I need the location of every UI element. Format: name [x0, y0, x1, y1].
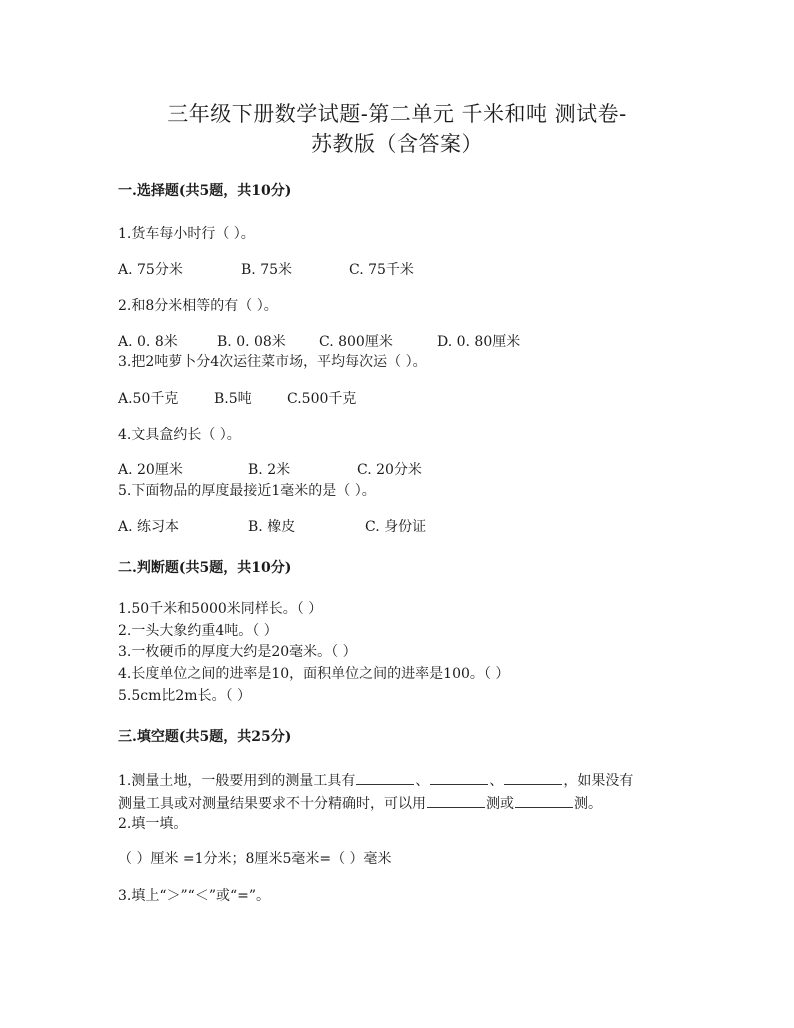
s2-item-3: 3.一枚硬币的厚度大约是20毫米。（ ） [118, 644, 357, 660]
s1-q4-option-b: B. 2米 [248, 462, 291, 478]
s1-q3-option-c: C.500千克 [287, 391, 357, 407]
s3-q1-part5: 测。 [574, 796, 602, 812]
s1-q5-option-c: C. 身份证 [365, 519, 427, 535]
s1-q3-option-a: A.50千克 [118, 391, 179, 407]
s1-q3-stem: 3.把2吨萝卜分4次运往菜市场，平均每次运（ ）。 [118, 354, 427, 370]
s1-q1-option-c: C. 75千米 [349, 262, 414, 278]
s1-q1-option-b: B. 75米 [241, 262, 293, 278]
s1-q1-option-a: A. 75分米 [118, 262, 183, 278]
s2-item-4: 4.长度单位之间的进率是10，面积单位之间的进率是100。（ ） [118, 666, 510, 682]
s1-q5-option-a: A. 练习本 [118, 519, 180, 535]
s1-q5-stem: 5.下面物品的厚度最接近1毫米的是（ ）。 [118, 483, 376, 499]
s3-q1-part1: 1.测量土地，一般要用到的测量工具有 [118, 773, 356, 789]
answer-blank[interactable] [356, 770, 414, 785]
s1-q2-option-b: B. 0. 08米 [217, 334, 286, 350]
s3-q1-part4: 测或 [486, 796, 514, 812]
s1-q4-option-a: A. 20厘米 [118, 462, 183, 478]
answer-blank[interactable] [430, 770, 488, 785]
s3-q1-part3: 测量工具或对测量结果要求不十分精确时，可以用 [118, 796, 426, 812]
section2-heading: 二.判断题(共5题，共10分) [118, 560, 292, 576]
answer-blank[interactable] [504, 770, 562, 785]
s3-q1-sep2: 、 [489, 773, 504, 789]
exam-title-line1: 三年级下册数学试题-第二单元 千米和吨 测试卷- [167, 102, 627, 126]
s1-q4-option-c: C. 20分米 [357, 462, 422, 478]
answer-blank[interactable] [427, 793, 485, 808]
s2-item-1: 1.50千米和5000米同样长。（ ） [118, 601, 323, 617]
s3-q1-part2: ，如果没有 [563, 773, 634, 789]
s1-q2-stem: 2.和8分米相等的有（ ）。 [118, 298, 278, 314]
answer-blank[interactable] [515, 793, 573, 808]
s3-q1-line1 [118, 770, 633, 791]
exam-title-line2: 苏教版（含答案） [311, 132, 483, 156]
s3-q3-stem: 3.填上“＞”“＜”或“=”。 [118, 888, 271, 904]
s1-q2-option-a: A. 0. 8米 [118, 334, 178, 350]
s1-q3-option-b: B.5吨 [214, 391, 252, 407]
s3-q1-sep1: 、 [415, 773, 430, 789]
s1-q2-option-c: C. 800厘米 [319, 334, 393, 350]
s2-item-2: 2.一头大象约重4吨。（ ） [118, 623, 278, 639]
s1-q2-option-d: D. 0. 80厘米 [437, 334, 521, 350]
section1-heading: 一.选择题(共5题，共10分) [118, 183, 292, 199]
s1-q1-stem: 1.货车每小时行（ ）。 [118, 226, 255, 242]
s1-q4-stem: 4.文具盒约长（ ）。 [118, 427, 241, 443]
s3-q1-line2 [118, 793, 602, 814]
section3-heading: 三.填空题(共5题，共25分) [118, 729, 292, 745]
s3-q2-stem: 2.填一填。 [118, 816, 188, 832]
s3-q2-line: （ ）厘米 =1分米；8厘米5毫米=（ ）毫米 [118, 851, 392, 867]
s1-q5-option-b: B. 橡皮 [248, 519, 296, 535]
s2-item-5: 5.5cm比2m长。（ ） [118, 688, 252, 704]
